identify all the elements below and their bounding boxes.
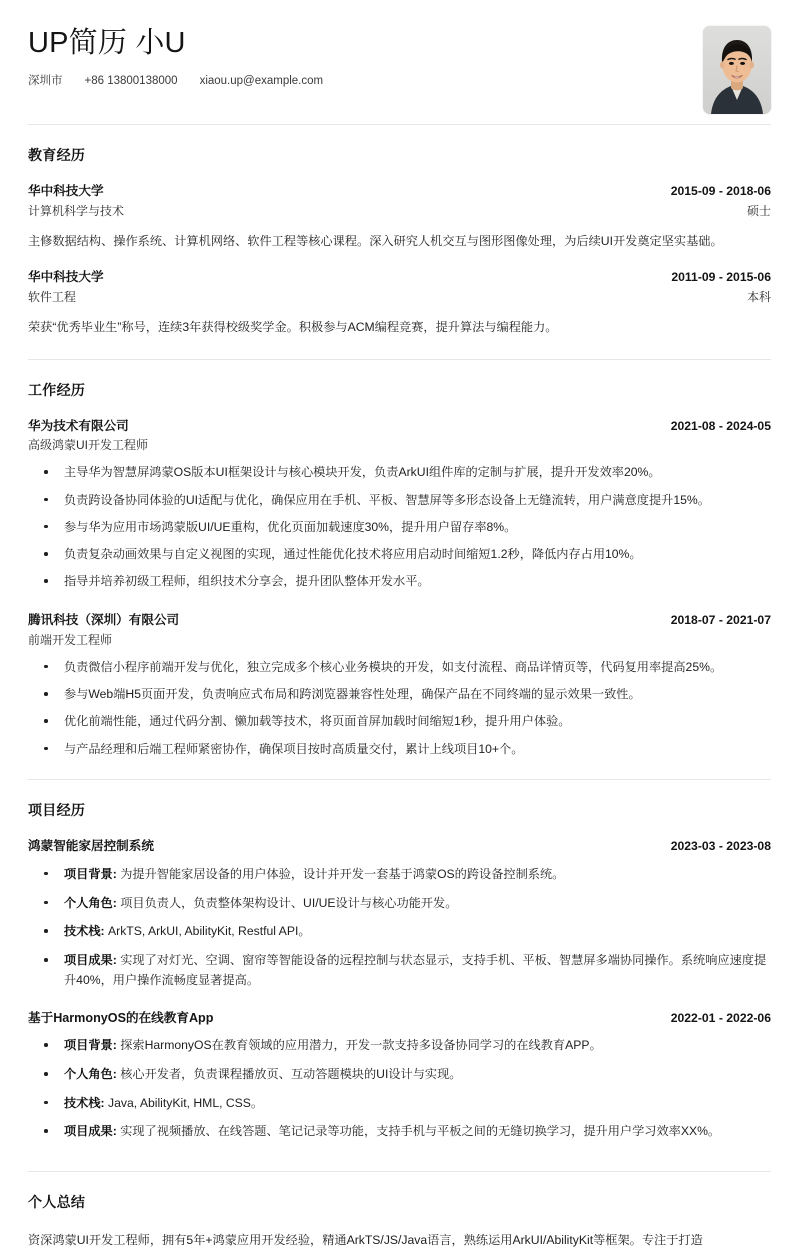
bullet-text: 项目负责人，负责整体架构设计、UI/UE设计与核心功能开发。: [120, 895, 458, 910]
education-description: 主修数据结构、操作系统、计算机网络、软件工程等核心课程。深入研究人机交互与图形图像处理，为后续UI开发奠定坚实基础。: [28, 233, 723, 248]
list-item: 指导并培养初级工程师，组织技术分享会，提升团队整体开发水平。: [28, 572, 771, 592]
section-title-work: 工作经历: [28, 381, 86, 398]
entry-header-row: [28, 611, 771, 631]
entry-header-row: [28, 1009, 771, 1029]
bullet-label: 项目成果:: [64, 1124, 117, 1139]
project-date: 2023-03 - 2023-08: [670, 839, 771, 854]
project-entry: [28, 837, 771, 990]
degree: 本科: [746, 289, 771, 304]
bullet-text: Java, AbilityKit, HML, CSS。: [108, 1095, 264, 1110]
degree: 硕士: [746, 203, 771, 218]
education-entry: [28, 268, 771, 338]
list-item: [28, 894, 771, 914]
section-body-projects: [28, 837, 771, 1171]
list-item: [28, 865, 771, 885]
list-item: 参与华为应用市场鸿蒙版UI/UE重构，优化页面加载速度30%，提升用户留存率8%。: [28, 518, 771, 538]
bullet-label: 个人角色:: [64, 1066, 117, 1081]
work-bullet-list: [28, 463, 771, 592]
list-item: [28, 1122, 771, 1142]
section-summary: [28, 1172, 771, 1252]
section-title-summary: 个人总结: [28, 1194, 86, 1211]
list-item: 负责复杂动画效果与自定义视图的实现，通过性能优化技术将应用启动时间缩短1.2秒，降低内存占用10%。: [28, 545, 771, 565]
school-name: 华中科技大学: [28, 184, 104, 198]
section-body-work: [28, 417, 771, 780]
major: 软件工程: [28, 289, 77, 304]
profile-photo-icon: [703, 26, 771, 114]
contact-phone: +86 13800138000: [84, 75, 178, 88]
contact-line: [28, 73, 323, 89]
section-education: [28, 125, 771, 359]
job-title: 高级鸿蒙UI开发工程师: [28, 438, 149, 453]
bullet-label: 技术栈:: [64, 924, 105, 939]
section-title-projects: 项目经历: [28, 802, 86, 819]
list-item: [28, 1065, 771, 1085]
avatar: [703, 26, 771, 114]
bullet-text: 实现了视频播放、在线答题、笔记记录等功能，支持手机与平板之间的无缝切换学习，提升用户学习效率XX%。: [120, 1124, 721, 1139]
project-bullet-list: [28, 1036, 771, 1142]
bullet-text: 为提升智能家居设备的用户体验，设计并开发一套基于鸿蒙OS的跨设备控制系统。: [120, 866, 565, 881]
bullet-text: ArkTS, ArkUI, AbilityKit, Restful API。: [108, 924, 311, 939]
project-date: 2022-01 - 2022-06: [670, 1010, 771, 1025]
company-name: 华为技术有限公司: [28, 418, 129, 433]
school-name: 华中科技大学: [28, 270, 104, 285]
job-title: 前端开发工程师: [28, 632, 113, 647]
major: 计算机科学与技术: [28, 203, 125, 218]
project-bullet-list: [28, 865, 771, 991]
list-item: [28, 922, 771, 942]
entry-header-row: [28, 268, 771, 288]
bullet-text: 核心开发者，负责课程播放页、互动答题模块的UI设计与实现。: [120, 1066, 462, 1081]
bullet-text: 探索HarmonyOS在教育领域的应用潜力，开发一款支持多设备协同学习的在线教育APP。: [120, 1038, 602, 1053]
list-item: 负责微信小程序前端开发与优化，独立完成多个核心业务模块的开发，如支付流程、商品详情页等，代码复用率提高25%。: [28, 658, 771, 678]
entry-header-row: [28, 417, 771, 437]
list-item: [28, 1094, 771, 1114]
section-work: [28, 360, 771, 780]
entry-sub-row: [28, 436, 771, 455]
summary-text: 资深鸿蒙UI开发工程师，拥有5年+鸿蒙应用开发经验，精通ArkTS/JS/Java语言，熟练运用ArkUI/AbilityKit等框架。专注于打造: [28, 1233, 703, 1248]
education-date: 2015-09 - 2018-06: [670, 184, 771, 198]
entry-sub-row: [28, 202, 771, 221]
work-date: 2018-07 - 2021-07: [670, 613, 771, 628]
company-name: 腾讯科技（深圳）有限公司: [28, 613, 180, 628]
list-item: 参与Web端H5页面开发，负责响应式布局和跨浏览器兼容性处理，确保产品在不同终端的显示效果一致性。: [28, 685, 771, 705]
header-left: [28, 22, 323, 89]
contact-location: 深圳市: [28, 75, 63, 88]
list-item: 主导华为智慧屏鸿蒙OS版本UI框架设计与核心模块开发，负责ArkUI组件库的定制与扩展，提升开发效率20%。: [28, 463, 771, 483]
entry-sub-row: [28, 631, 771, 650]
list-item: [28, 1036, 771, 1056]
work-date: 2021-08 - 2024-05: [670, 418, 771, 433]
list-item: 与产品经理和后端工程师紧密协作，确保项目按时高质量交付，累计上线项目10+个。: [28, 740, 771, 760]
resume-header: [28, 0, 771, 124]
list-item: 负责跨设备协同体验的UI适配与优化，确保应用在手机、平板、智慧屏等多形态设备上无缝流转，用户满意度提升15%。: [28, 491, 771, 511]
education-description: 荣获“优秀毕业生”称号，连续3年获得校级奖学金。积极参与ACM编程竞赛，提升算法与编程能力。: [28, 319, 558, 334]
bullet-label: 个人角色:: [64, 895, 117, 910]
project-name: 基于HarmonyOS的在线教育App: [28, 1010, 214, 1025]
work-entry: [28, 417, 771, 593]
bullet-label: 项目背景:: [64, 866, 117, 881]
list-item: 优化前端性能，通过代码分割、懒加载等技术，将页面首屏加载时间缩短1秒，提升用户体验。: [28, 712, 771, 732]
list-item: [28, 951, 771, 991]
bullet-label: 技术栈:: [64, 1095, 105, 1110]
contact-email: xiaou.up@example.com: [199, 75, 324, 88]
entry-sub-row: [28, 288, 771, 307]
education-entry: [28, 182, 771, 252]
section-title-education: 教育经历: [28, 147, 86, 163]
work-entry: [28, 611, 771, 759]
entry-header-row: [28, 182, 771, 202]
education-date: 2011-09 - 2015-06: [671, 270, 771, 285]
section-body-education: [28, 182, 771, 359]
page-title: UP简历 小U: [28, 27, 186, 59]
bullet-text: 实现了对灯光、空调、窗帘等智能设备的远程控制与状态显示，支持手机、平板、智慧屏多端协同操作。系统响应速度提升40%，用户操作流畅度显著提高。: [64, 953, 767, 987]
bullet-label: 项目成果:: [64, 953, 117, 968]
project-entry: [28, 1009, 771, 1143]
bullet-label: 项目背景:: [64, 1038, 117, 1053]
entry-header-row: [28, 837, 771, 857]
project-name: 鸿蒙智能家居控制系统: [28, 839, 154, 854]
section-projects: [28, 780, 771, 1171]
work-bullet-list: [28, 658, 771, 760]
